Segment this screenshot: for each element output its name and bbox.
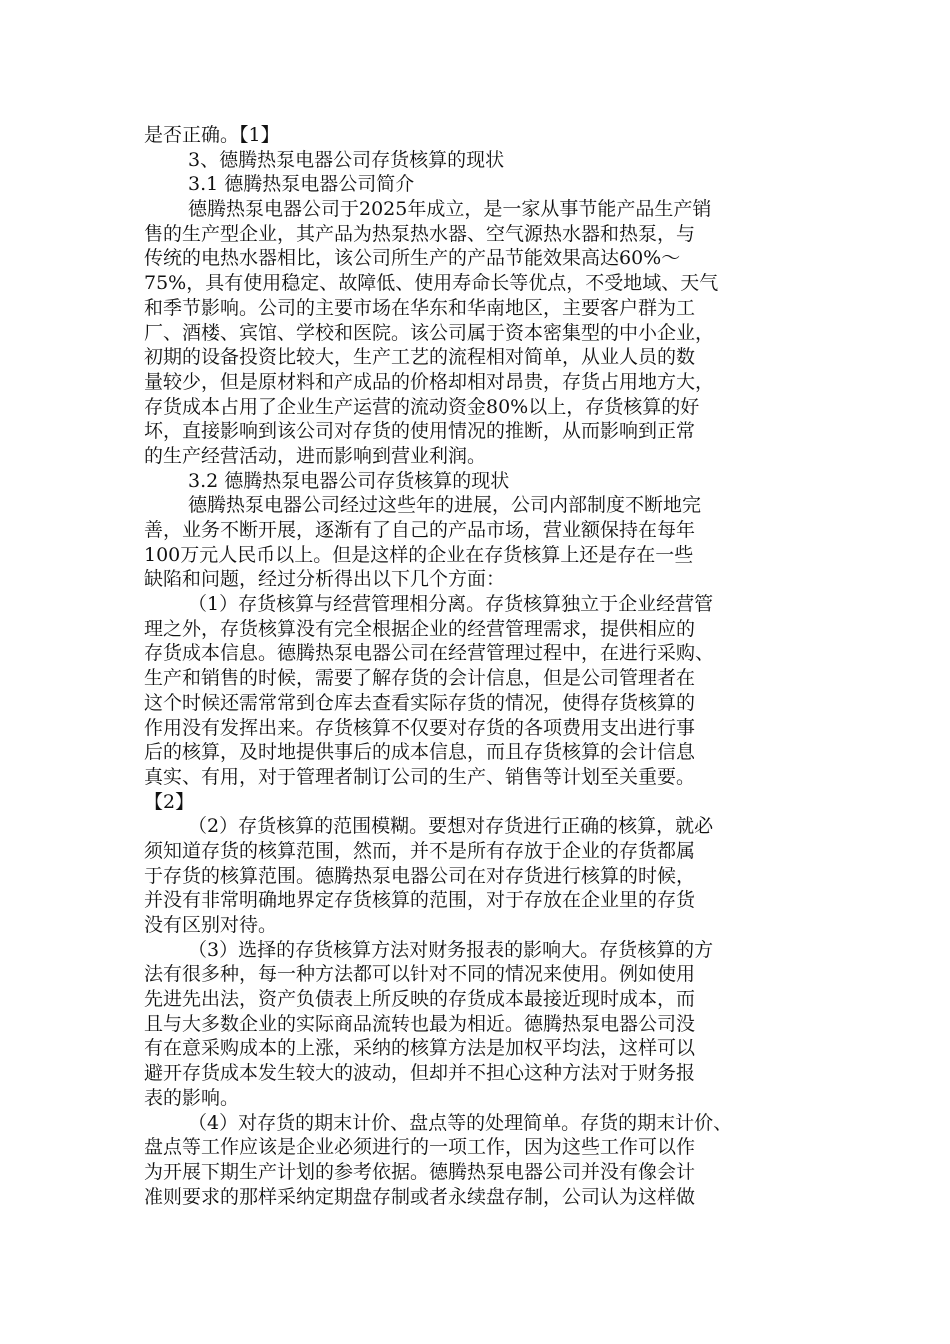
text-line: 真实、有用，对于管理者制订公司的生产、销售等计划至关重要。 bbox=[144, 765, 696, 788]
text-line: 100万元人民币以上。但是这样的企业在存货核算上还是存在一些 bbox=[144, 543, 694, 566]
text-line: 且与大多数企业的实际商品流转也最为相近。德腾热泵电器公司没 bbox=[144, 1012, 696, 1035]
text-line: （1）存货核算与经营管理相分离。存货核算独立于企业经营管 bbox=[188, 593, 714, 616]
text-line: 表的影响。 bbox=[144, 1086, 240, 1109]
text-line: 传统的电热水器相比，该公司所生产的产品节能效果高达60%～ bbox=[144, 247, 681, 270]
text-line: 于存货的核算范围。德腾热泵电器公司在对存货进行核算的时候， bbox=[144, 864, 696, 887]
text-line: 【2】 bbox=[144, 790, 195, 813]
text-line: 善，业务不断开展，逐渐有了自己的产品市场，营业额保持在每年 bbox=[144, 519, 696, 541]
text-line: （3）选择的存货核算方法对财务报表的影响大。存货核算的方 bbox=[188, 938, 714, 961]
text-line: 厂、酒楼、宾馆、学校和医院。该公司属于资本密集型的中小企业， bbox=[144, 321, 715, 344]
text-line: 作用没有发挥出来。存货核算不仅要对存货的各项费用支出进行事 bbox=[144, 716, 696, 739]
text-line: 须知道存货的核算范围，然而，并不是所有存放于企业的存货都属 bbox=[144, 839, 696, 862]
text-line: 75%，具有使用稳定、故障低、使用寿命长等优点，不受地域、天气 bbox=[144, 272, 719, 295]
text-line: 没有区别对待。 bbox=[144, 914, 278, 936]
text-line: 3.1 德腾热泵电器公司简介 bbox=[188, 173, 415, 196]
text-line: 这个时候还需常常到仓库去查看实际存货的情况，使得存货核算的 bbox=[144, 691, 696, 714]
text-line: 生产和销售的时候，需要了解存货的会计信息，但是公司管理者在 bbox=[144, 667, 696, 690]
text-line: 是否正确。【1】 bbox=[144, 124, 280, 146]
text-line: 3、德腾热泵电器公司存货核算的现状 bbox=[188, 148, 505, 171]
document-body bbox=[144, 123, 816, 1209]
text-line: 有在意采购成本的上涨，采纳的核算方法是加权平均法，这样可以 bbox=[144, 1037, 696, 1060]
text-line: 准则要求的那样采纳定期盘存制或者永续盘存制，公司认为这样做 bbox=[144, 1185, 696, 1208]
text-line: 初期的设备投资比较大，生产工艺的流程相对简单，从业人员的数 bbox=[144, 346, 696, 369]
text-line: 的生产经营活动，进而影响到营业利润。 bbox=[144, 444, 487, 467]
text-line: 盘点等工作应该是企业必须进行的一项工作，因为这些工作可以作 bbox=[144, 1136, 696, 1159]
text-line: （4）对存货的期末计价、盘点等的处理简单。存货的期末计价、 bbox=[188, 1111, 733, 1134]
text-line: 理之外，存货核算没有完全根据企业的经营管理需求，提供相应的 bbox=[144, 617, 696, 640]
text-line: 3.2 德腾热泵电器公司存货核算的现状 bbox=[188, 469, 510, 492]
text-line: 避开存货成本发生较大的波动，但却并不担心这种方法对于财务报 bbox=[144, 1062, 696, 1085]
text-line: 法有很多种，每一种方法都可以针对不同的情况来使用。例如使用 bbox=[144, 963, 696, 986]
text-line: 缺陷和问题，经过分析得出以下几个方面： bbox=[144, 568, 506, 591]
text-line: 德腾热泵电器公司经过这些年的进展，公司内部制度不断地完 bbox=[188, 494, 702, 517]
text-line: 量较少，但是原材料和产成品的价格却相对昂贵，存货占用地方大， bbox=[144, 370, 715, 393]
text-line: 并没有非常明确地界定存货核算的范围，对于存放在企业里的存货 bbox=[144, 889, 696, 912]
text-line: 为开展下期生产计划的参考依据。德腾热泵电器公司并没有像会计 bbox=[144, 1160, 696, 1183]
text-line: 和季节影响。公司的主要市场在华东和华南地区，主要客户群为工 bbox=[144, 296, 696, 319]
text-line: 坏，直接影响到该公司对存货的使用情况的推断，从而影响到正常 bbox=[144, 420, 696, 443]
text-line: 存货成本信息。德腾热泵电器公司在经营管理过程中，在进行采购、 bbox=[144, 642, 715, 665]
text-line: 存货成本占用了企业生产运营的流动资金80%以上，存货核算的好 bbox=[144, 395, 700, 418]
text-line: 德腾热泵电器公司于2025年成立，是一家从事节能产品生产销 bbox=[188, 198, 712, 221]
text-line: 后的核算，及时地提供事后的成本信息，而且存货核算的会计信息 bbox=[144, 741, 696, 764]
text-line: 先进先出法，资产负债表上所反映的存货成本最接近现时成本，而 bbox=[144, 988, 696, 1011]
text-line: （2）存货核算的范围模糊。要想对存货进行正确的核算，就必 bbox=[188, 815, 714, 838]
text-line: 售的生产型企业，其产品为热泵热水器、空气源热水器和热泵，与 bbox=[144, 222, 696, 245]
